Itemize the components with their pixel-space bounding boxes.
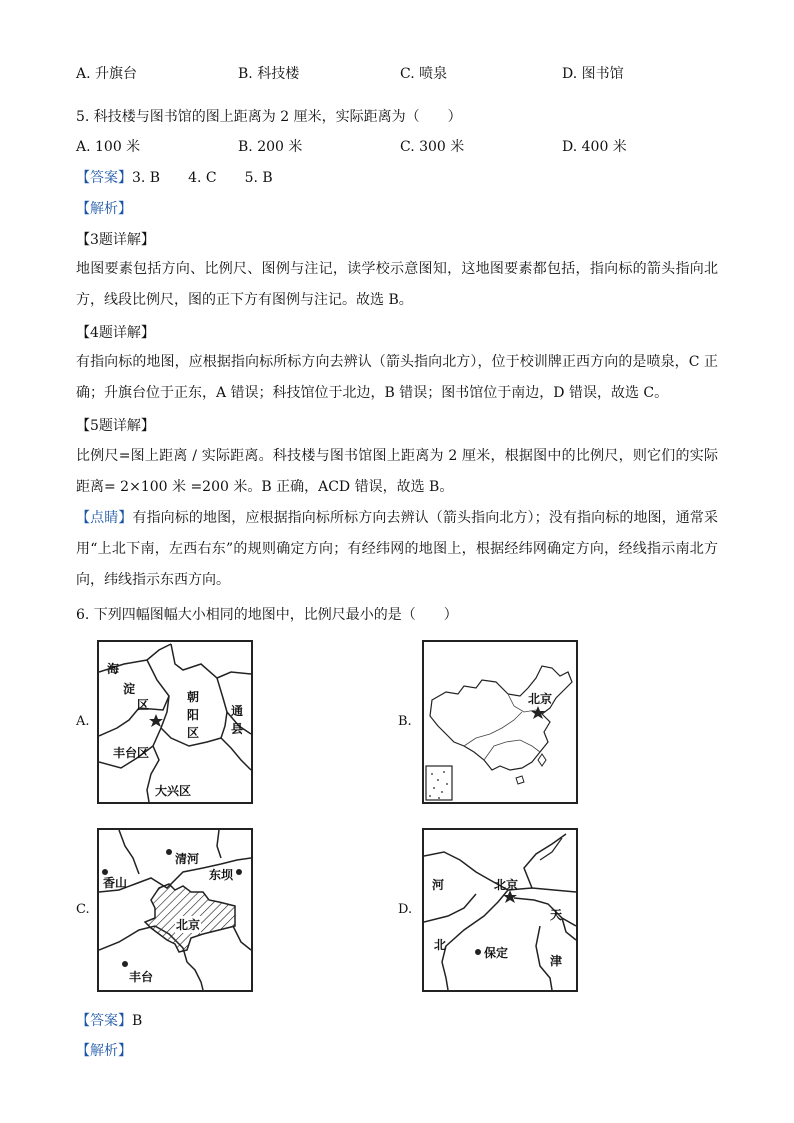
map-a-label-qu2: 区	[187, 726, 200, 740]
q2-option-c: C. 喷泉	[400, 66, 448, 82]
detail3-text: 地图要素包括方向、比例尺、图例与注记，读学校示意图知，这地图要素都包括，指向标的箭头指向北方，线段比例尺，图的正下方有图例与注记。故选 B。	[76, 261, 718, 308]
answer2-line	[76, 1010, 142, 1030]
q2-option-d: D. 图书馆	[562, 66, 624, 82]
map-c	[97, 828, 253, 992]
map-a-label-hai: 海	[107, 662, 120, 676]
q6-stem: 6. 下列四幅图幅大小相同的地图中，比例尺最小的是（ ）	[76, 607, 458, 623]
map-a-label-tong: 通	[231, 704, 244, 718]
map-c-letter: C.	[76, 902, 90, 917]
q2-option-b: B. 科技楼	[238, 66, 300, 82]
answer-text: 3. B 4. C 5. B	[132, 170, 273, 186]
map-d-label-baoding: 保定	[484, 946, 509, 960]
detail5-tag: 【5题详解】	[76, 418, 155, 434]
answer2-tag: 【答案】	[76, 1013, 132, 1029]
answer2-text: B	[132, 1013, 143, 1029]
map-a-label-dian: 淀	[123, 682, 136, 696]
map-a-letter: A.	[76, 714, 90, 729]
map-a-boundaries	[99, 642, 251, 802]
map-c-label-dongba: 东坝	[209, 868, 234, 882]
detail4-tag: 【4题详解】	[76, 325, 155, 341]
map-d-label-jin: 津	[550, 954, 563, 968]
q5-option-c: C. 300 米	[400, 139, 465, 155]
map-b-label-beijing: 北京	[528, 692, 553, 706]
detail4-text: 有指向标的地图，应根据指向标所标方向去辨认（箭头指向北方），位于校训牌正西方向的是喷泉，C 正确；升旗台位于正东，A 错误；科技馆位于北边，B 错误；图书馆位于南边，D 错误，故选 C。	[76, 354, 718, 401]
map-a	[97, 640, 253, 804]
map-b-letter: B.	[398, 714, 412, 729]
map-d-letter: D.	[398, 902, 413, 917]
map-c-label-beijing: 北京	[176, 918, 201, 932]
map-b	[422, 640, 578, 804]
map-d-label-tian: 天	[550, 908, 563, 922]
map-d	[422, 828, 578, 992]
q5-option-b: B. 200 米	[238, 139, 303, 155]
map-d-label-he: 河	[432, 878, 445, 892]
map-a-label-xian: 县	[231, 722, 244, 736]
q5-option-a: A. 100 米	[76, 139, 141, 155]
map-a-label-daxing: 大兴区	[155, 784, 192, 798]
map-b-china-outline	[424, 642, 576, 802]
analysis-tag-2: 【解析】	[76, 1043, 132, 1059]
answer-line	[76, 167, 273, 187]
map-d-label-beijing: 北京	[494, 878, 519, 892]
map-c-label-xiangshan: 香山	[103, 876, 128, 890]
map-c-label-fengtai: 丰台	[129, 970, 154, 984]
map-d-label-bei: 北	[434, 938, 447, 952]
map-a-label-yang: 阳	[187, 708, 200, 722]
q5-option-d: D. 400 米	[562, 139, 627, 155]
answer-tag: 【答案】	[76, 170, 132, 186]
q5-stem: 5. 科技楼与图书馆的图上距离为 2 厘米，实际距离为（ ）	[76, 109, 462, 125]
detail5-text: 比例尺=图上距离 / 实际距离。科技楼与图书馆图上距离为 2 厘米，根据图中的比例尺，则它们的实际距离= 2×100 米 =200 米。B 正确，ACD 错误，故选 B。	[76, 448, 718, 495]
dianjing-text: 有指向标的地图，应根据指向标所标方向去辨认（箭头指向北方）；没有指向标的地图，通常采用“上北下南，左西右东”的规则确定方向；有经纬网的地图上，根据经纬网确定方向，经线指示南北方向，纬线指示东西方向。	[76, 510, 719, 588]
detail3-tag: 【3题详解】	[76, 232, 155, 248]
q2-option-a: A. 升旗台	[76, 66, 138, 82]
map-a-label-chao: 朝	[187, 690, 200, 704]
map-a-label-fengtai: 丰台区	[113, 746, 150, 760]
map-a-label-qu1: 区	[137, 698, 150, 712]
dianjing-tag: 【点睛】	[76, 510, 133, 526]
analysis-tag: 【解析】	[76, 201, 132, 217]
map-c-label-qinghe: 清河	[175, 852, 200, 866]
dianjing-para	[76, 503, 718, 596]
